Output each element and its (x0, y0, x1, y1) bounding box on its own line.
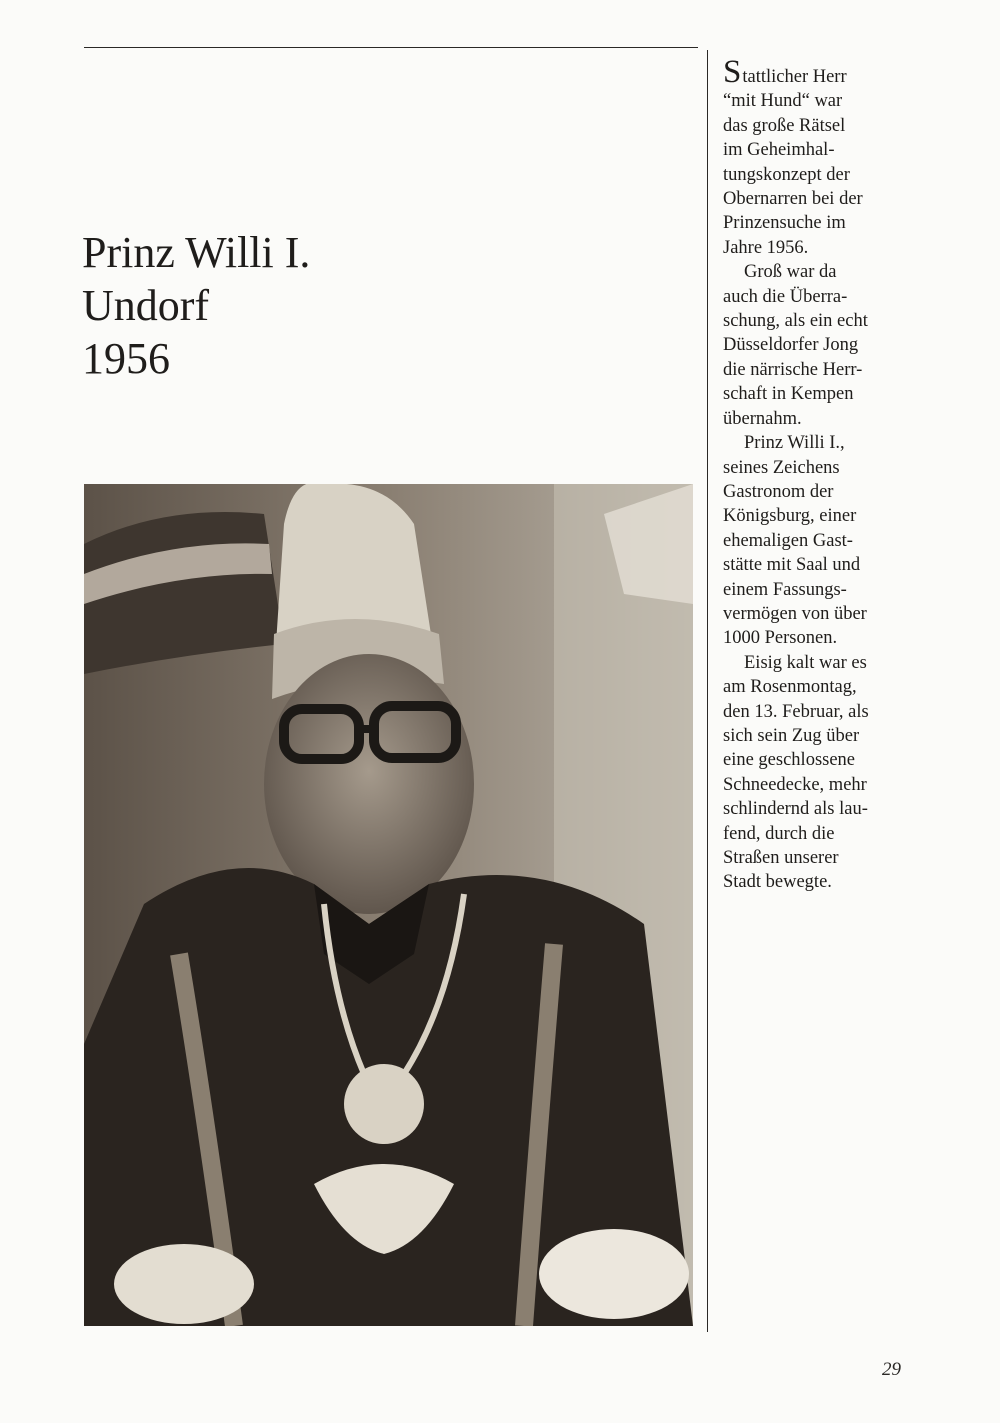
text-line: tungskonzept der (723, 164, 850, 185)
text-line: Schneedecke, mehr (723, 774, 867, 795)
paragraph-2 (723, 260, 913, 431)
text-line: Stattlicher Herr (723, 54, 847, 90)
portrait-photo-icon (84, 484, 693, 1326)
text-line: Königsburg, einer (723, 506, 857, 527)
drop-cap: S (723, 54, 743, 90)
text-line: schaft in Kempen (723, 384, 854, 405)
text-line: 1000 Personen. (723, 628, 838, 649)
text-line: ehemaligen Gast- (723, 530, 853, 551)
text-line: die närrische Herr- (723, 359, 863, 380)
text-line: übernahm. (723, 408, 802, 429)
paragraph-4 (723, 651, 913, 895)
text-line: schlindernd als lau- (723, 799, 868, 820)
text-line: im Geheimhal- (723, 140, 835, 161)
portrait-photo (84, 484, 693, 1326)
text-line: am Rosenmontag, (723, 677, 857, 698)
title-line-year: 1956 (82, 334, 170, 383)
text-line: seines Zeichens (723, 457, 840, 478)
text-line: Obernarren bei der (723, 189, 863, 210)
text-line: Düsseldorfer Jong (723, 335, 859, 356)
text-line: schung, als ein echt (723, 311, 868, 332)
text-line: Prinzensuche im (723, 213, 846, 234)
text-line: sich sein Zug über (723, 725, 860, 746)
text-line: Gastronom der (723, 481, 834, 502)
text-line: einem Fassungs- (723, 579, 847, 600)
text-line: den 13. Februar, als (723, 701, 869, 722)
title-line-place: Undorf (82, 281, 210, 330)
text-line: vermögen von über (723, 603, 867, 624)
text-line: das große Rätsel (723, 115, 846, 136)
text-line: stätte mit Saal und (723, 555, 861, 576)
text-line: Stadt bewegte. (723, 872, 832, 893)
text-line: “mit Hund“ war (723, 91, 843, 112)
text-line: Straßen unserer (723, 848, 839, 868)
text-line: Jahre 1956. (723, 237, 809, 258)
text-line: auch die Überra- (723, 286, 848, 307)
column-divider (707, 50, 708, 1332)
text-line: Groß war da (744, 262, 837, 283)
text-line: eine geschlossene (723, 750, 856, 771)
article-text (723, 54, 913, 895)
text-line: Eisig kalt war es (744, 652, 867, 673)
text-line: Prinz Willi I., (744, 433, 845, 454)
page-title (82, 226, 310, 385)
paragraph-3 (723, 431, 913, 651)
top-rule (84, 47, 698, 48)
paragraph-1 (723, 54, 913, 260)
text-line: fend, durch die (723, 823, 835, 844)
page-number: 29 (882, 1359, 901, 1380)
title-line-name: Prinz Willi I. (82, 228, 311, 277)
